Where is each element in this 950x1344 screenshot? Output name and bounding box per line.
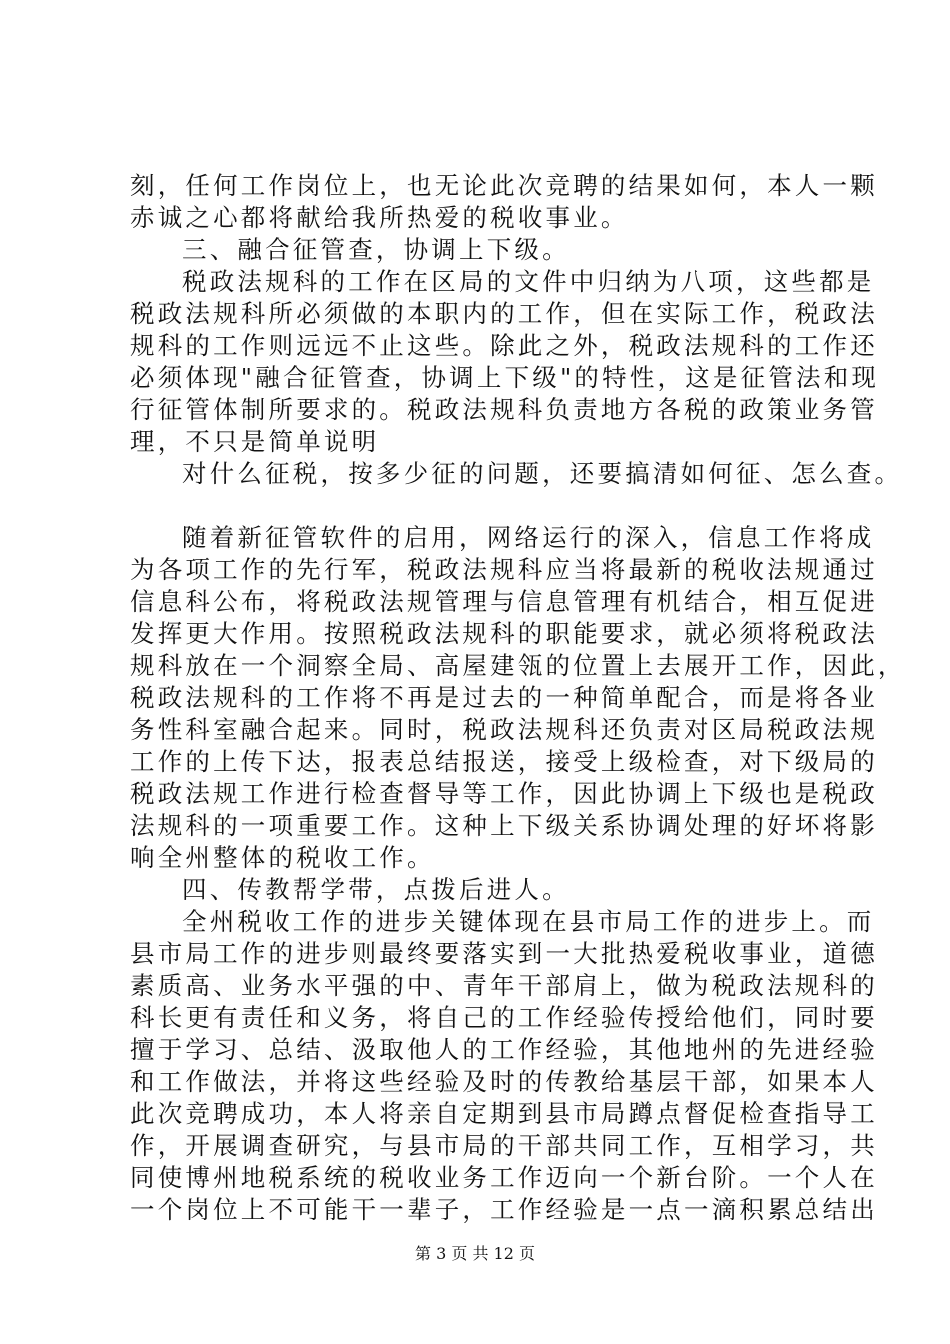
text-line: 规科的工作则远远不止这些。除此之外，税政法规科的工作还 bbox=[130, 331, 878, 360]
document-body bbox=[130, 170, 906, 1226]
text-line: 响全州整体的税收工作。 bbox=[130, 843, 435, 872]
text-line: 理，不只是简单说明 bbox=[130, 427, 380, 456]
text-line: 工作的上传下达，报表总结报送，接受上级检查，对下级局的 bbox=[130, 747, 878, 776]
text-line: 税政法规科所必须做的本职内的工作，但在实际工作，税政法 bbox=[130, 299, 878, 328]
text-line: 法规科的一项重要工作。这种上下级关系协调处理的好坏将影 bbox=[130, 811, 878, 840]
text-line: 税政法规科的工作在区局的文件中归纳为八项，这些都是 bbox=[182, 267, 875, 296]
page-number-footer: 第 3 页 共 12 页 bbox=[415, 1244, 535, 1263]
text-line: 刻，任何工作岗位上，也无论此次竞聘的结果如何，本人一颗 bbox=[130, 171, 878, 200]
text-line: 为各项工作的先行军，税政法规科应当将最新的税收法规通过 bbox=[130, 555, 878, 584]
text-line: 行征管体制所要求的。税政法规科负责地方各税的政策业务管 bbox=[130, 395, 878, 424]
section-heading: 三、融合征管查，协调上下级。 bbox=[182, 235, 570, 264]
text-line: 和工作做法，并将这些经验及时的传教给基层干部，如果本人 bbox=[130, 1067, 878, 1096]
paragraph-gap bbox=[130, 490, 850, 522]
text-line: 此次竞聘成功，本人将亲自定期到县市局蹲点督促检查指导工 bbox=[130, 1099, 878, 1128]
text-line: 必须体现"融合征管查，协调上下级"的特性，这是征管法和现 bbox=[130, 363, 880, 392]
text-line: 赤诚之心都将献给我所热爱的税收事业。 bbox=[130, 203, 629, 232]
text-line: 税政法规科的工作将不再是过去的一种简单配合，而是将各业 bbox=[130, 683, 878, 712]
text-line: 作，开展调查研究，与县市局的干部共同工作，互相学习，共 bbox=[130, 1131, 878, 1160]
text-line: 一个岗位上不可能干一辈子，工作经验是一点一滴积累总结出 bbox=[130, 1195, 878, 1224]
text-line: 发挥更大作用。按照税政法规科的职能要求，就必须将税政法 bbox=[130, 619, 878, 648]
text-line: 规科放在一个洞察全局、高屋建瓴的位置上去展开工作，因此， bbox=[130, 651, 906, 680]
text-line: 擅于学习、总结、汲取他人的工作经验，其他地州的先进经验 bbox=[130, 1035, 878, 1064]
text-line: 全州税收工作的进步关键体现在县市局工作的进步上。而 bbox=[182, 907, 875, 936]
text-line: 务性科室融合起来。同时，税政法规科还负责对区局税政法规 bbox=[130, 715, 878, 744]
text-line: 同使博州地税系统的税收业务工作迈向一个新台阶。一个人在 bbox=[130, 1163, 878, 1192]
text-line: 税政法规工作进行检查督导等工作，因此协调上下级也是税政 bbox=[130, 779, 878, 808]
text-line: 对什么征税，按多少征的问题，还要搞清如何征、怎么查。 bbox=[182, 459, 903, 488]
text-line: 信息科公布，将税政法规管理与信息管理有机结合，相互促进 bbox=[130, 587, 878, 616]
text-line: 随着新征管软件的启用，网络运行的深入，信息工作将成 bbox=[182, 523, 875, 552]
text-line: 素质高、业务水平强的中、青年干部肩上，做为税政法规科的 bbox=[130, 971, 878, 1000]
text-line: 县市局工作的进步则最终要落实到一大批热爱税收事业，道德 bbox=[130, 939, 878, 968]
text-line: 科长更有责任和义务，将自己的工作经验传授给他们，同时要 bbox=[130, 1003, 878, 1032]
section-heading: 四、传教帮学带，点拨后进人。 bbox=[182, 875, 570, 904]
